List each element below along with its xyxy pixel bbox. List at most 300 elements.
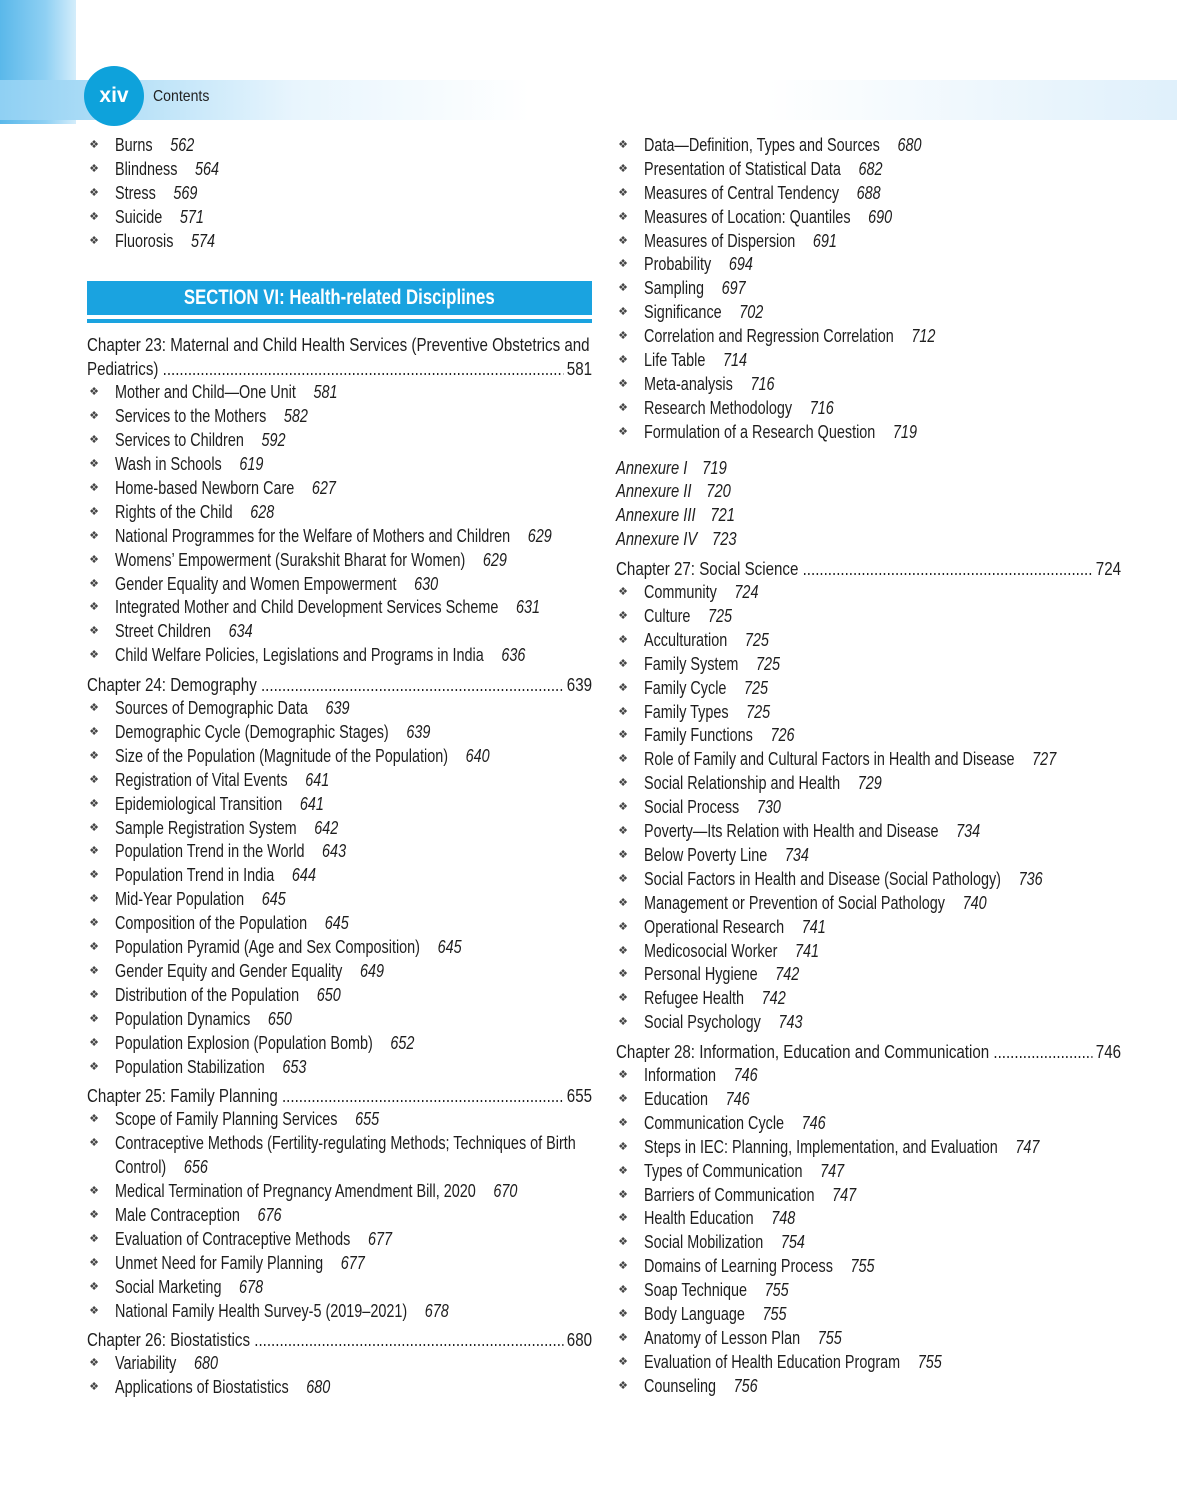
toc-entry-contraceptive-methods-cont[interactable] <box>87 1156 592 1180</box>
toc-entry[interactable] <box>616 653 1121 677</box>
entry-title: Data—Definition, Types and Sources <box>644 135 880 155</box>
annexure-title: Annexure II <box>616 481 692 502</box>
toc-entry[interactable] <box>616 772 1121 796</box>
entry-page: 727 <box>1032 749 1057 770</box>
entry-page: 755 <box>850 1256 875 1277</box>
toc-entry[interactable] <box>616 1088 1121 1112</box>
entry-page: 730 <box>756 797 781 818</box>
toc-entry[interactable] <box>87 1032 592 1056</box>
toc-entry[interactable] <box>616 349 1121 373</box>
entry-page: 678 <box>424 1300 449 1321</box>
entry-page: 719 <box>892 421 917 442</box>
entry-page: 694 <box>728 254 753 275</box>
bullet-icon: ❖ <box>618 848 628 861</box>
toc-entry[interactable] <box>87 1056 592 1080</box>
entry-title: Community <box>644 582 717 603</box>
entry-page: 734 <box>956 821 981 842</box>
toc-entry[interactable] <box>616 1160 1121 1184</box>
toc-entry[interactable] <box>616 1375 1121 1399</box>
toc-entry[interactable] <box>87 721 592 745</box>
entry-page: 746 <box>733 1065 758 1086</box>
entry-page: 747 <box>820 1160 845 1181</box>
bullet-icon: ❖ <box>618 992 628 1005</box>
toc-entry[interactable] <box>616 277 1121 301</box>
toc-entry[interactable] <box>616 206 1121 230</box>
bullet-icon: ❖ <box>618 139 628 151</box>
chapter-25-title: Chapter 25: Family Planning ..... <box>87 1084 566 1108</box>
entry-title: Communication Cycle <box>644 1112 785 1133</box>
entry-title: Counseling <box>644 1375 717 1396</box>
bullet-icon: ❖ <box>89 577 99 590</box>
bullet-icon: ❖ <box>89 1256 99 1269</box>
annexure-entry[interactable] <box>616 528 1121 552</box>
bullet-icon: ❖ <box>89 797 99 810</box>
entry-page: 571 <box>179 206 204 227</box>
toc-entry[interactable] <box>616 253 1121 277</box>
entry-title: Distribution of the Population <box>115 984 300 1005</box>
toc-entry[interactable] <box>616 940 1121 964</box>
entry-title: Meta-analysis <box>644 373 733 394</box>
entry-page: 691 <box>812 230 837 251</box>
entry-title: Types of Communication <box>644 1160 803 1181</box>
entry-title: Street Children <box>115 621 212 642</box>
entry-page: 629 <box>527 525 552 546</box>
entry-title: Soap Technique <box>644 1280 748 1301</box>
entry-title: Personal Hygiene <box>644 964 758 985</box>
bullet-icon: ❖ <box>89 410 99 423</box>
bullet-icon: ❖ <box>89 1185 99 1198</box>
entry-page: 725 <box>756 653 781 674</box>
toc-entry[interactable] <box>87 596 592 620</box>
toc-entry[interactable] <box>87 134 592 158</box>
entry-title: Population Trend in India <box>115 865 275 886</box>
entry-page: 743 <box>778 1012 803 1033</box>
bullet-icon: ❖ <box>618 610 628 623</box>
toc-entry[interactable] <box>616 1136 1121 1160</box>
toc-entry[interactable] <box>616 158 1121 182</box>
bullet-icon: ❖ <box>89 505 99 518</box>
entry-title: Population Explosion (Population Bomb) <box>115 1032 373 1053</box>
toc-entry[interactable] <box>87 644 592 668</box>
toc-entry[interactable] <box>87 573 592 597</box>
chapter-26-list <box>87 1352 592 1400</box>
entry-title: Refugee Health <box>644 988 745 1009</box>
toc-entry[interactable] <box>87 206 592 230</box>
toc-entry[interactable] <box>616 182 1121 206</box>
chapter-23-title-line2: Pediatrics) ..... <box>87 357 566 381</box>
chapter-27-list <box>616 581 1121 1035</box>
entry-title-cont: Control) <box>115 1157 167 1178</box>
toc-entry[interactable] <box>87 549 592 573</box>
annexure-entry[interactable] <box>616 480 1121 504</box>
entry-title: Anatomy of Lesson Plan <box>644 1327 801 1348</box>
chapter-28-list <box>616 1064 1121 1398</box>
chapter-23-heading[interactable] <box>87 333 592 381</box>
running-head: Contents <box>153 88 210 105</box>
bullet-icon: ❖ <box>89 988 99 1001</box>
entry-page: 741 <box>801 916 826 937</box>
entry-title: Sources of Demographic Data <box>115 698 308 719</box>
entry-title: Variability <box>115 1353 177 1374</box>
entry-page: 650 <box>316 984 341 1005</box>
bullet-icon: ❖ <box>618 1140 628 1153</box>
toc-entry[interactable] <box>87 1376 592 1400</box>
bullet-icon: ❖ <box>618 777 628 790</box>
entry-title: Barriers of Communication <box>644 1184 815 1205</box>
toc-entry[interactable] <box>616 868 1121 892</box>
toc-entry[interactable] <box>616 1255 1121 1279</box>
entry-page: 639 <box>406 722 431 743</box>
bullet-icon: ❖ <box>89 1280 99 1293</box>
toc-entry[interactable] <box>616 748 1121 772</box>
toc-entry[interactable] <box>616 796 1121 820</box>
entry-page: 725 <box>744 629 769 650</box>
toc-entry[interactable] <box>616 1279 1121 1303</box>
entry-title: Population Stabilization <box>115 1056 265 1077</box>
entry-page: 581 <box>313 382 338 403</box>
bullet-icon: ❖ <box>89 1232 99 1245</box>
entry-title: Evaluation of Contraceptive Methods <box>115 1228 351 1249</box>
chapter-26-continued-list <box>616 134 1121 445</box>
entry-title: Stress <box>115 182 156 203</box>
bullet-icon: ❖ <box>89 458 99 471</box>
toc-entry[interactable] <box>616 373 1121 397</box>
intro-list <box>87 134 592 253</box>
chapter-27-title: Chapter 27: Social Science ..... <box>616 557 1095 581</box>
entry-page: 725 <box>708 606 733 627</box>
toc-entry[interactable] <box>87 1252 592 1276</box>
toc-entry[interactable] <box>616 629 1121 653</box>
bullet-icon: ❖ <box>618 1212 628 1225</box>
chapter-24-heading[interactable] <box>87 673 592 697</box>
toc-entry[interactable] <box>87 620 592 644</box>
toc-entry[interactable] <box>87 912 592 936</box>
toc-entry-contraceptive-methods[interactable] <box>87 1132 592 1156</box>
entry-page: 712 <box>911 326 936 347</box>
bullet-icon: ❖ <box>89 649 99 662</box>
bullet-icon: ❖ <box>89 386 99 399</box>
chapter-25-heading[interactable] <box>87 1084 592 1108</box>
toc-entry[interactable] <box>87 525 592 549</box>
bullet-icon: ❖ <box>89 434 99 447</box>
entry-title: Research Methodology <box>644 397 793 418</box>
bullet-icon: ❖ <box>618 681 628 694</box>
toc-entry[interactable] <box>87 158 592 182</box>
entry-title: Acculturation <box>644 629 728 650</box>
bullet-icon: ❖ <box>89 139 99 151</box>
entry-page: 697 <box>721 278 746 299</box>
toc-entry[interactable] <box>87 1352 592 1376</box>
entry-title: Unmet Need for Family Planning <box>115 1252 324 1273</box>
bullet-icon: ❖ <box>618 282 628 295</box>
bullet-icon: ❖ <box>89 1036 99 1049</box>
entry-title: Correlation and Regression Correlation <box>644 326 894 347</box>
toc-entry[interactable] <box>616 605 1121 629</box>
toc-entry[interactable] <box>616 1112 1121 1136</box>
toc-entry[interactable] <box>87 453 592 477</box>
entry-title: Evaluation of Health Education Program <box>644 1351 901 1372</box>
chapter-24-title: Chapter 24: Demography ..... <box>87 673 566 697</box>
bullet-icon: ❖ <box>89 210 99 223</box>
bullet-icon: ❖ <box>618 330 628 343</box>
annexure-title: Annexure III <box>616 505 696 526</box>
entry-page: 677 <box>367 1228 392 1249</box>
entry-title: Measures of Location: Quantiles <box>644 206 851 227</box>
bullet-icon: ❖ <box>618 1164 628 1177</box>
toc-entry[interactable] <box>616 1184 1121 1208</box>
toc-entry[interactable] <box>616 892 1121 916</box>
entry-title: Education <box>644 1088 709 1109</box>
toc-entry[interactable] <box>87 960 592 984</box>
entry-title: Below Poverty Line <box>644 844 768 865</box>
annexure-entry[interactable] <box>616 504 1121 528</box>
toc-entry[interactable] <box>616 1011 1121 1035</box>
toc-entry[interactable] <box>616 1303 1121 1327</box>
section-banner <box>87 281 592 319</box>
toc-entry[interactable] <box>616 1064 1121 1088</box>
entry-page: 676 <box>257 1204 282 1225</box>
bullet-icon: ❖ <box>618 1379 628 1392</box>
entry-page: 688 <box>856 182 881 203</box>
bullet-icon: ❖ <box>618 401 628 414</box>
entry-page: 729 <box>857 773 882 794</box>
bullet-icon: ❖ <box>618 1016 628 1029</box>
annexure-page: 721 <box>710 505 735 526</box>
entry-page: 755 <box>762 1303 787 1324</box>
toc-entry[interactable] <box>616 230 1121 254</box>
annexure-title: Annexure I <box>616 457 688 478</box>
toc-entry[interactable] <box>87 182 592 206</box>
toc-entry[interactable] <box>87 477 592 501</box>
entry-page: 653 <box>282 1056 307 1077</box>
annexure-entry[interactable] <box>616 457 1121 481</box>
toc-entry[interactable] <box>87 405 592 429</box>
bullet-icon: ❖ <box>89 773 99 786</box>
chapter-23-title-line2-row <box>87 357 592 381</box>
toc-entry[interactable] <box>87 840 592 864</box>
bullet-icon: ❖ <box>618 586 628 599</box>
entry-page: 639 <box>325 698 350 719</box>
toc-entry[interactable] <box>87 936 592 960</box>
toc-entry[interactable] <box>87 230 592 254</box>
bullet-icon: ❖ <box>618 1307 628 1320</box>
entry-page: 725 <box>746 701 771 722</box>
bullet-icon: ❖ <box>89 845 99 858</box>
toc-entry[interactable] <box>616 963 1121 987</box>
bullet-icon: ❖ <box>618 657 628 670</box>
entry-title: Medicosocial Worker <box>644 940 778 961</box>
entry-title: Domains of Learning Process <box>644 1256 833 1277</box>
entry-title: Social Factors in Health and Disease (Social Pathology) <box>644 868 1001 889</box>
entry-page: 641 <box>305 769 330 790</box>
bullet-icon: ❖ <box>89 702 99 715</box>
entry-page: 680 <box>193 1353 218 1374</box>
toc-entry[interactable] <box>616 820 1121 844</box>
entry-page: 747 <box>1015 1136 1040 1157</box>
toc-entry[interactable] <box>616 581 1121 605</box>
chapter-23-page: 581 <box>563 357 592 381</box>
entry-title: Steps in IEC: Planning, Implementation, and Evaluation <box>644 1136 998 1157</box>
chapter-27-heading[interactable] <box>616 557 1121 581</box>
toc-entry[interactable] <box>616 134 1121 158</box>
bullet-icon: ❖ <box>618 1331 628 1344</box>
bullet-icon: ❖ <box>618 753 628 766</box>
toc-entry[interactable] <box>616 397 1121 421</box>
bullet-icon: ❖ <box>89 1113 99 1126</box>
entry-title: Family Types <box>644 701 729 722</box>
toc-entry[interactable] <box>616 677 1121 701</box>
chapter-25-page: 655 <box>563 1084 592 1108</box>
entry-title: Mother and Child—One Unit <box>115 382 296 403</box>
annexure-title: Annexure IV <box>616 529 698 550</box>
entry-page: 747 <box>832 1184 857 1205</box>
toc-entry[interactable] <box>87 864 592 888</box>
bullet-icon: ❖ <box>89 1381 99 1394</box>
bullet-icon: ❖ <box>618 377 628 390</box>
entry-title: Life Table <box>644 350 706 371</box>
bullet-icon: ❖ <box>618 1069 628 1082</box>
entry-title: Population Dynamics <box>115 1008 251 1029</box>
entry-page: 746 <box>801 1112 826 1133</box>
toc-entry[interactable] <box>87 1108 592 1132</box>
entry-page: 634 <box>228 621 253 642</box>
toc-entry[interactable] <box>87 697 592 721</box>
entry-title: Size of the Population (Magnitude of the Population) <box>115 745 449 766</box>
toc-entry[interactable] <box>87 888 592 912</box>
toc-entry[interactable] <box>616 1351 1121 1375</box>
toc-entry[interactable] <box>87 429 592 453</box>
chapter-23-title-line1: Chapter 23: Maternal and Child Health Services (Preventive Obstetrics and <box>87 335 590 356</box>
section-title: SECTION VI: Health-related Disciplines <box>184 286 495 310</box>
bullet-icon: ❖ <box>89 1208 99 1221</box>
chapter-25-list-b <box>87 1180 592 1323</box>
entry-page: 677 <box>340 1252 365 1273</box>
toc-entry[interactable] <box>87 381 592 405</box>
entry-page: 564 <box>195 158 220 179</box>
entry-title: Probability <box>644 254 712 275</box>
entry-page: 630 <box>414 573 439 594</box>
toc-entry[interactable] <box>87 501 592 525</box>
entry-page: 741 <box>794 940 820 961</box>
entry-title: Family Functions <box>644 725 753 746</box>
entry-page: 678 <box>239 1276 264 1297</box>
entry-title: Wash in Schools <box>115 454 222 475</box>
chapter-26-heading[interactable] <box>87 1328 592 1352</box>
bullet-icon: ❖ <box>618 162 628 175</box>
entry-page: 742 <box>761 988 786 1009</box>
toc-entry[interactable] <box>87 817 592 841</box>
entry-page: 680 <box>897 135 922 155</box>
toc-entry[interactable] <box>616 724 1121 748</box>
entry-title: Population Trend in the World <box>115 841 305 862</box>
bullet-icon: ❖ <box>618 186 628 199</box>
entry-page: 716 <box>750 373 775 394</box>
bullet-icon: ❖ <box>89 553 99 566</box>
toc-entry[interactable] <box>616 1327 1121 1351</box>
entry-page: 725 <box>744 677 769 698</box>
entry-title: Composition of the Population <box>115 913 308 934</box>
toc-entry[interactable] <box>87 745 592 769</box>
bullet-icon: ❖ <box>618 1260 628 1273</box>
bullet-icon: ❖ <box>89 964 99 977</box>
toc-entry[interactable] <box>616 701 1121 725</box>
toc-entry[interactable] <box>616 301 1121 325</box>
chapter-26-page: 680 <box>563 1328 592 1352</box>
bullet-icon: ❖ <box>89 162 99 175</box>
entry-page: 756 <box>733 1375 758 1396</box>
entry-title: Services to Children <box>115 430 244 451</box>
toc-entry[interactable] <box>87 1180 592 1204</box>
entry-page: 714 <box>722 350 748 371</box>
toc-entry[interactable] <box>87 1300 592 1324</box>
chapter-27-page: 724 <box>1092 557 1121 581</box>
entry-title: Body Language <box>644 1303 745 1324</box>
entry-title: Family Cycle <box>644 677 727 698</box>
toc-entry[interactable] <box>87 793 592 817</box>
bullet-icon: ❖ <box>89 186 99 199</box>
entry-title: Social Process <box>644 797 740 818</box>
entry-title: Blindness <box>115 158 178 179</box>
entry-title: Services to the Mothers <box>115 406 267 427</box>
entry-title: Social Relationship and Health <box>644 773 841 794</box>
toc-entry[interactable] <box>87 1228 592 1252</box>
toc-entry[interactable] <box>616 844 1121 868</box>
toc-entry[interactable] <box>87 1204 592 1228</box>
bullet-icon: ❖ <box>618 306 628 319</box>
chapter-23-list <box>87 381 592 668</box>
bullet-icon: ❖ <box>618 210 628 223</box>
entry-page: 642 <box>314 817 339 838</box>
entry-title: National Programmes for the Welfare of Mothers and Children <box>115 525 511 546</box>
toc-entry[interactable] <box>616 916 1121 940</box>
bullet-icon: ❖ <box>89 941 99 954</box>
toc-entry[interactable] <box>87 984 592 1008</box>
entry-title: Gender Equality and Women Empowerment <box>115 573 397 594</box>
chapter-28-heading[interactable] <box>616 1040 1121 1064</box>
entry-page: 640 <box>465 745 490 766</box>
toc-entry[interactable] <box>616 1231 1121 1255</box>
left-column <box>87 134 592 1400</box>
toc-entry[interactable] <box>87 1276 592 1300</box>
bullet-icon: ❖ <box>89 1357 99 1370</box>
bullet-icon: ❖ <box>89 1137 99 1150</box>
toc-entry[interactable] <box>87 1008 592 1032</box>
entry-title: Home-based Newborn Care <box>115 478 295 499</box>
toc-entry[interactable] <box>616 987 1121 1011</box>
entry-title: Male Contraception <box>115 1204 240 1225</box>
toc-entry[interactable] <box>616 421 1121 445</box>
entry-title: Integrated Mother and Child Development Services Scheme <box>115 597 499 618</box>
bullet-icon: ❖ <box>618 705 628 718</box>
bullet-icon: ❖ <box>89 1012 99 1025</box>
toc-entry[interactable] <box>616 1207 1121 1231</box>
entry-title: Gender Equity and Gender Equality <box>115 960 343 981</box>
bullet-icon: ❖ <box>618 258 628 271</box>
toc-entry[interactable] <box>616 325 1121 349</box>
toc-entry[interactable] <box>87 769 592 793</box>
entry-page: 643 <box>322 841 347 862</box>
bullet-icon: ❖ <box>618 1355 628 1368</box>
entry-page: 645 <box>324 913 349 934</box>
bullet-icon: ❖ <box>618 825 628 838</box>
entry-page: 736 <box>1018 868 1043 889</box>
entry-title: Operational Research <box>644 916 785 937</box>
entry-title: Scope of Family Planning Services <box>115 1109 338 1130</box>
bullet-icon: ❖ <box>618 1092 628 1105</box>
entry-page: 645 <box>437 937 462 958</box>
entry-page: 627 <box>311 478 336 499</box>
entry-title: Womens’ Empowerment (Surakshit Bharat for Women) <box>115 549 466 570</box>
